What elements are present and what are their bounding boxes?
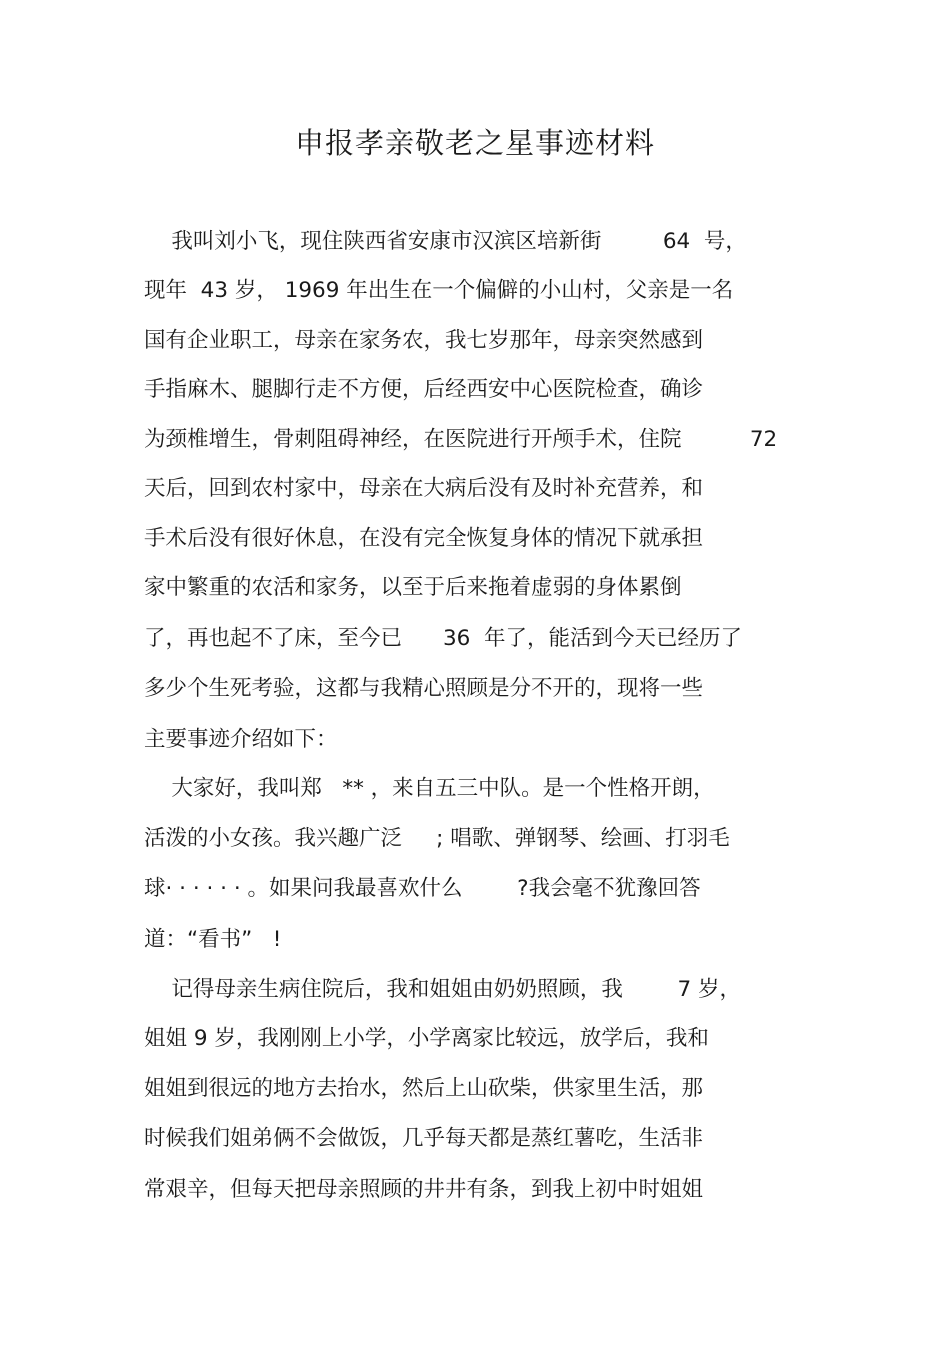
body-line: 常艰辛，但每天把母亲照顾的井井有条，到我上初中时姐姐: [144, 1177, 704, 1202]
body-line: 活泼的小女孩。我兴趣广泛 ; 唱歌、弹钢琴、绘画、打羽毛: [144, 826, 730, 851]
body-line: 国有企业职工，母亲在家务农，我七岁那年，母亲突然感到: [144, 328, 704, 353]
body-line: 时候我们姐弟俩不会做饭，几乎每天都是蒸红薯吃，生活非: [144, 1126, 704, 1151]
body-line: 记得母亲生病住院后，我和姐姐由奶奶照顾，我 7 岁，: [144, 977, 742, 1002]
body-line: 球· · · · · · 。如果问我最喜欢什么 ?我会毫不犹豫回答: [144, 876, 701, 901]
body-line: 天后，回到农村家中，母亲在大病后没有及时补充营养，和: [144, 476, 704, 501]
body-line: 主要事迹介绍如下：: [144, 727, 338, 752]
body-line: 多少个生死考验，这都与我精心照顾是分不开的，现将一些: [144, 676, 704, 701]
body-line: 我叫刘小飞，现住陕西省安康市汉滨区培新街 64 号，: [144, 229, 747, 254]
body-line: 家中繁重的农活和家务，以至于后来拖着虚弱的身体累倒: [144, 575, 682, 600]
body-line: 姐姐 9 岁，我刚刚上小学，小学离家比较远，放学后，我和: [144, 1026, 709, 1051]
document-title: 申报孝亲敬老之星事迹材料: [294, 126, 655, 160]
body-line: 现年 43 岁， 1969 年出生在一个偏僻的小山村，父亲是一名: [144, 278, 734, 303]
body-line: 手指麻木、腿脚行走不方便，后经西安中心医院检查，确诊: [144, 377, 704, 402]
body-line: 了，再也起不了床，至今已 36 年了，能活到今天已经历了: [144, 626, 743, 651]
body-line: 手术后没有很好休息，在没有完全恢复身体的情况下就承担: [144, 526, 704, 551]
body-line: 大家好，我叫郑 ** ，来自五三中队。是一个性格开朗，: [144, 776, 715, 801]
body-line: 为颈椎增生，骨刺阻碍神经，在医院进行开颅手术，住院 72: [144, 427, 778, 452]
body-line: 道：“看书” !: [144, 927, 282, 952]
body-line: 姐姐到很远的地方去抬水，然后上山砍柴，供家里生活，那: [144, 1076, 704, 1101]
